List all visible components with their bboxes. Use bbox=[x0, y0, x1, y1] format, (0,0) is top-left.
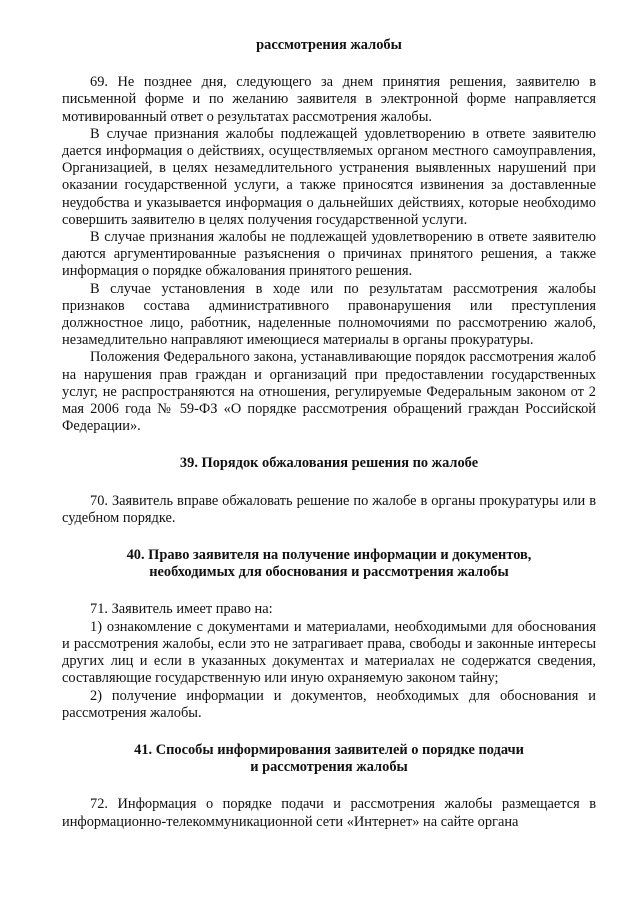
section-41-heading-line1: 41. Способы информирования заявителей о порядке подачи bbox=[134, 741, 524, 758]
section-39-heading: 39. Порядок обжалования решения по жалобе bbox=[179, 455, 479, 472]
paragraph-violation: В случае установления в ходе или по результатам рассмотрения жалобы признаков состава административного правонарушения или преступления должностное лицо, работник, наделенные полномочиями по рассмотрению жалоб, незамедлительно направляют имеющиеся материалы в органы прокуратуры. bbox=[62, 280, 596, 349]
top-heading: рассмотрения жалобы bbox=[256, 37, 402, 53]
section-40-heading-line2: необходимых для обоснования и рассмотрения жалобы bbox=[149, 564, 509, 581]
paragraph-70: 70. Заявитель вправе обжаловать решение по жалобе в органы прокуратуры или в судебном порядке. bbox=[62, 492, 596, 526]
section-40-heading-line1: 40. Право заявителя на получение информации и документов, bbox=[126, 547, 532, 564]
paragraph-not-satisfied: В случае признания жалобы не подлежащей удовлетворению в ответе заявителю даются аргументированные разъяснения о причинах принятого решения, а также информация о порядке обжалования принятого решения. bbox=[62, 229, 596, 280]
paragraph-69: 69. Не позднее дня, следующего за днем принятия решения, заявителю в письменной форме и по желанию заявителя в электронной форме направляется мотивированный ответ о результатах рассмотрения жалобы. bbox=[62, 74, 596, 125]
section-41-heading bbox=[62, 742, 596, 776]
paragraph-satisfied: В случае признания жалобы подлежащей удовлетворению в ответе заявителю дается информация о действиях, осуществляемых органом местного самоуправления, Организацией, в целях незамедлительного устранения выявленных нарушений при оказании государственной услуги, а также приносятся извинения за доставленные неудобства и указывается информация о дальнейших действиях, которые необходимо совершить заявителю в целях получения государственной услуги. bbox=[62, 125, 596, 228]
paragraph-federal-law: Положения Федерального закона, устанавливающие порядок рассмотрения жалоб на нарушения прав граждан и организаций при предоставлении государственных услуг, не распространяются на отношения, регулируемые Федеральным законом от 2 мая 2006 года № 59-ФЗ «О порядке рассмотрения обращений граждан Российской Федерации». bbox=[62, 349, 596, 435]
paragraph-71: 71. Заявитель имеет право на: bbox=[90, 601, 273, 618]
paragraph-71-item-2: 2) получение информации и документов, необходимых для обоснования и рассмотрения жалобы. bbox=[62, 687, 596, 721]
section-40-heading bbox=[62, 547, 596, 581]
paragraph-71-item-1: 1) ознакомление с документами и материалами, необходимыми для обоснования и рассмотрения жалобы, если это не затрагивает права, свободы и законные интересы других лиц и если в указанных документах и материалах не содержатся сведения, составляющие государственную или иную охраняемую законом тайну; bbox=[62, 618, 596, 687]
paragraph-72: 72. Информация о порядке подачи и рассмотрения жалобы размещается в информационно-телекоммуникационной сети «Интернет» на сайте органа bbox=[62, 796, 596, 830]
section-41-heading-line2: и рассмотрения жалобы bbox=[250, 759, 408, 776]
